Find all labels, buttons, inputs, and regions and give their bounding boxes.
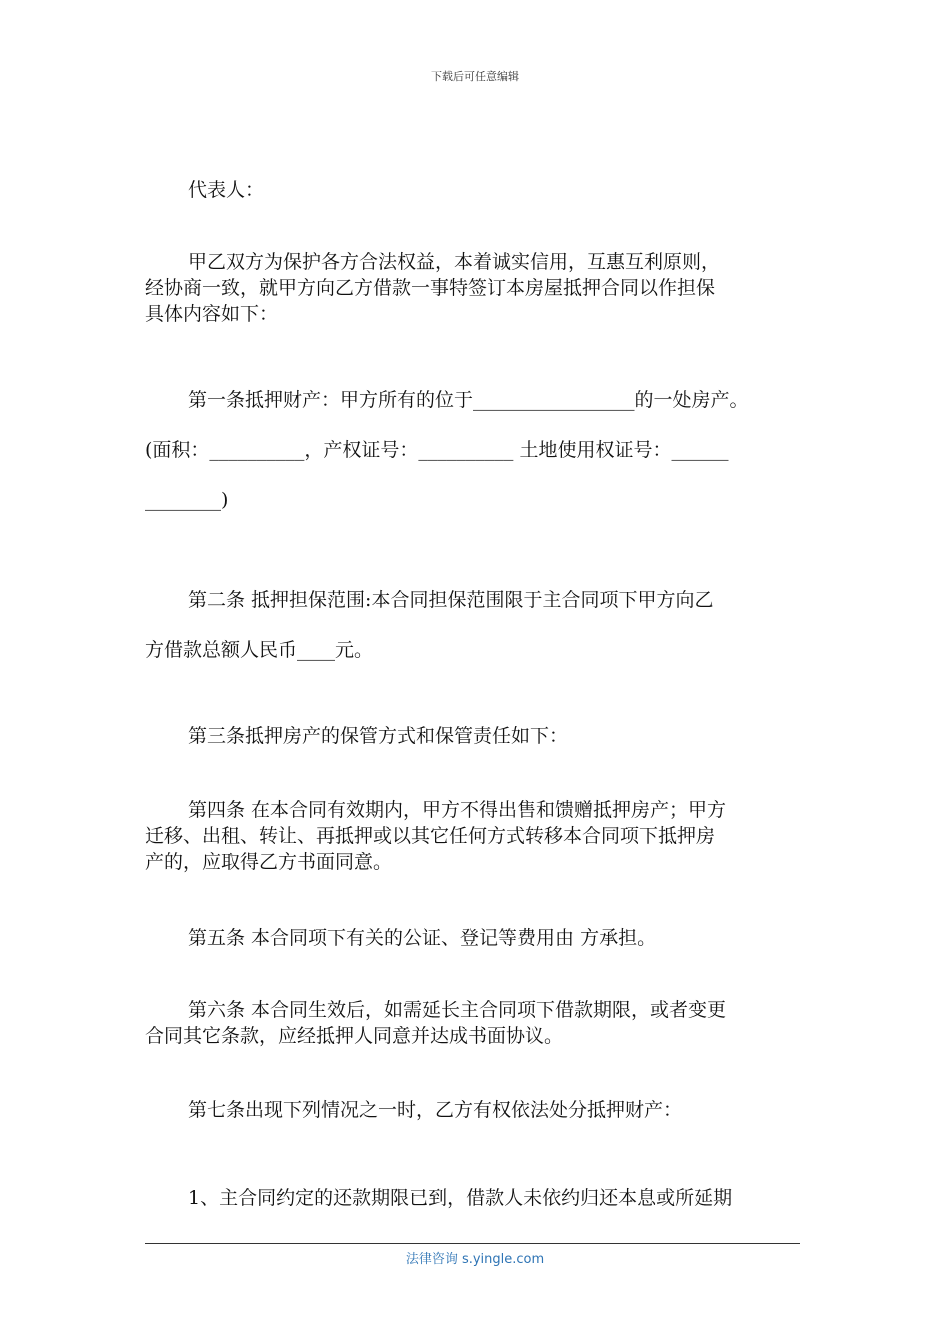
article-1-line-2: (面积：__________，产权证号：__________ 土地使用权证号：______ [145, 439, 729, 461]
article-1-line-3: ________) [145, 489, 229, 511]
article-3-line: 第三条抵押房产的保管方式和保管责任如下： [188, 725, 569, 747]
article-2-line-2: 方借款总额人民币____元。 [145, 639, 374, 661]
article-4-line-2: 迁移、出租、转让、再抵押或以其它任何方式转移本合同项下抵押房 [145, 825, 716, 847]
article-4-line-1: 第四条 在本合同有效期内，甲方不得出售和馈赠抵押房产；甲方 [188, 799, 727, 821]
clause-1-line: 1、主合同约定的还款期限已到，借款人未依约归还本息或所延期 [188, 1187, 733, 1209]
representative-line: 代表人： [188, 179, 265, 201]
article-5-line: 第五条 本合同项下有关的公证、登记等费用由 方承担。 [188, 927, 657, 949]
article-4-line-3: 产的，应取得乙方书面同意。 [145, 851, 393, 873]
article-7-line: 第七条出现下列情况之一时，乙方有权依法处分抵押财产： [188, 1099, 683, 1121]
article-1-line-1: 第一条抵押财产：甲方所有的位于_________________的一处房产。 [188, 389, 749, 411]
article-6-line-2: 合同其它条款，应经抵押人同意并达成书面协议。 [145, 1025, 564, 1047]
footer-divider [145, 1243, 800, 1244]
preamble-line-3: 具体内容如下： [145, 303, 279, 325]
preamble-line-2: 经协商一致，就甲方向乙方借款一事特签订本房屋抵押合同以作担保 [145, 277, 716, 299]
footer-link[interactable]: 法律咨询 s.yingle.com [405, 1252, 545, 1267]
article-2-line-1: 第二条 抵押担保范围:本合同担保范围限于主合同项下甲方向乙 [188, 589, 714, 611]
preamble-line-1: 甲乙双方为保护各方合法权益，本着诚实信用，互惠互利原则， [188, 251, 721, 273]
page-header-note: 下载后可任意编辑 [431, 70, 519, 83]
article-6-line-1: 第六条 本合同生效后，如需延长主合同项下借款期限，或者变更 [188, 999, 727, 1021]
